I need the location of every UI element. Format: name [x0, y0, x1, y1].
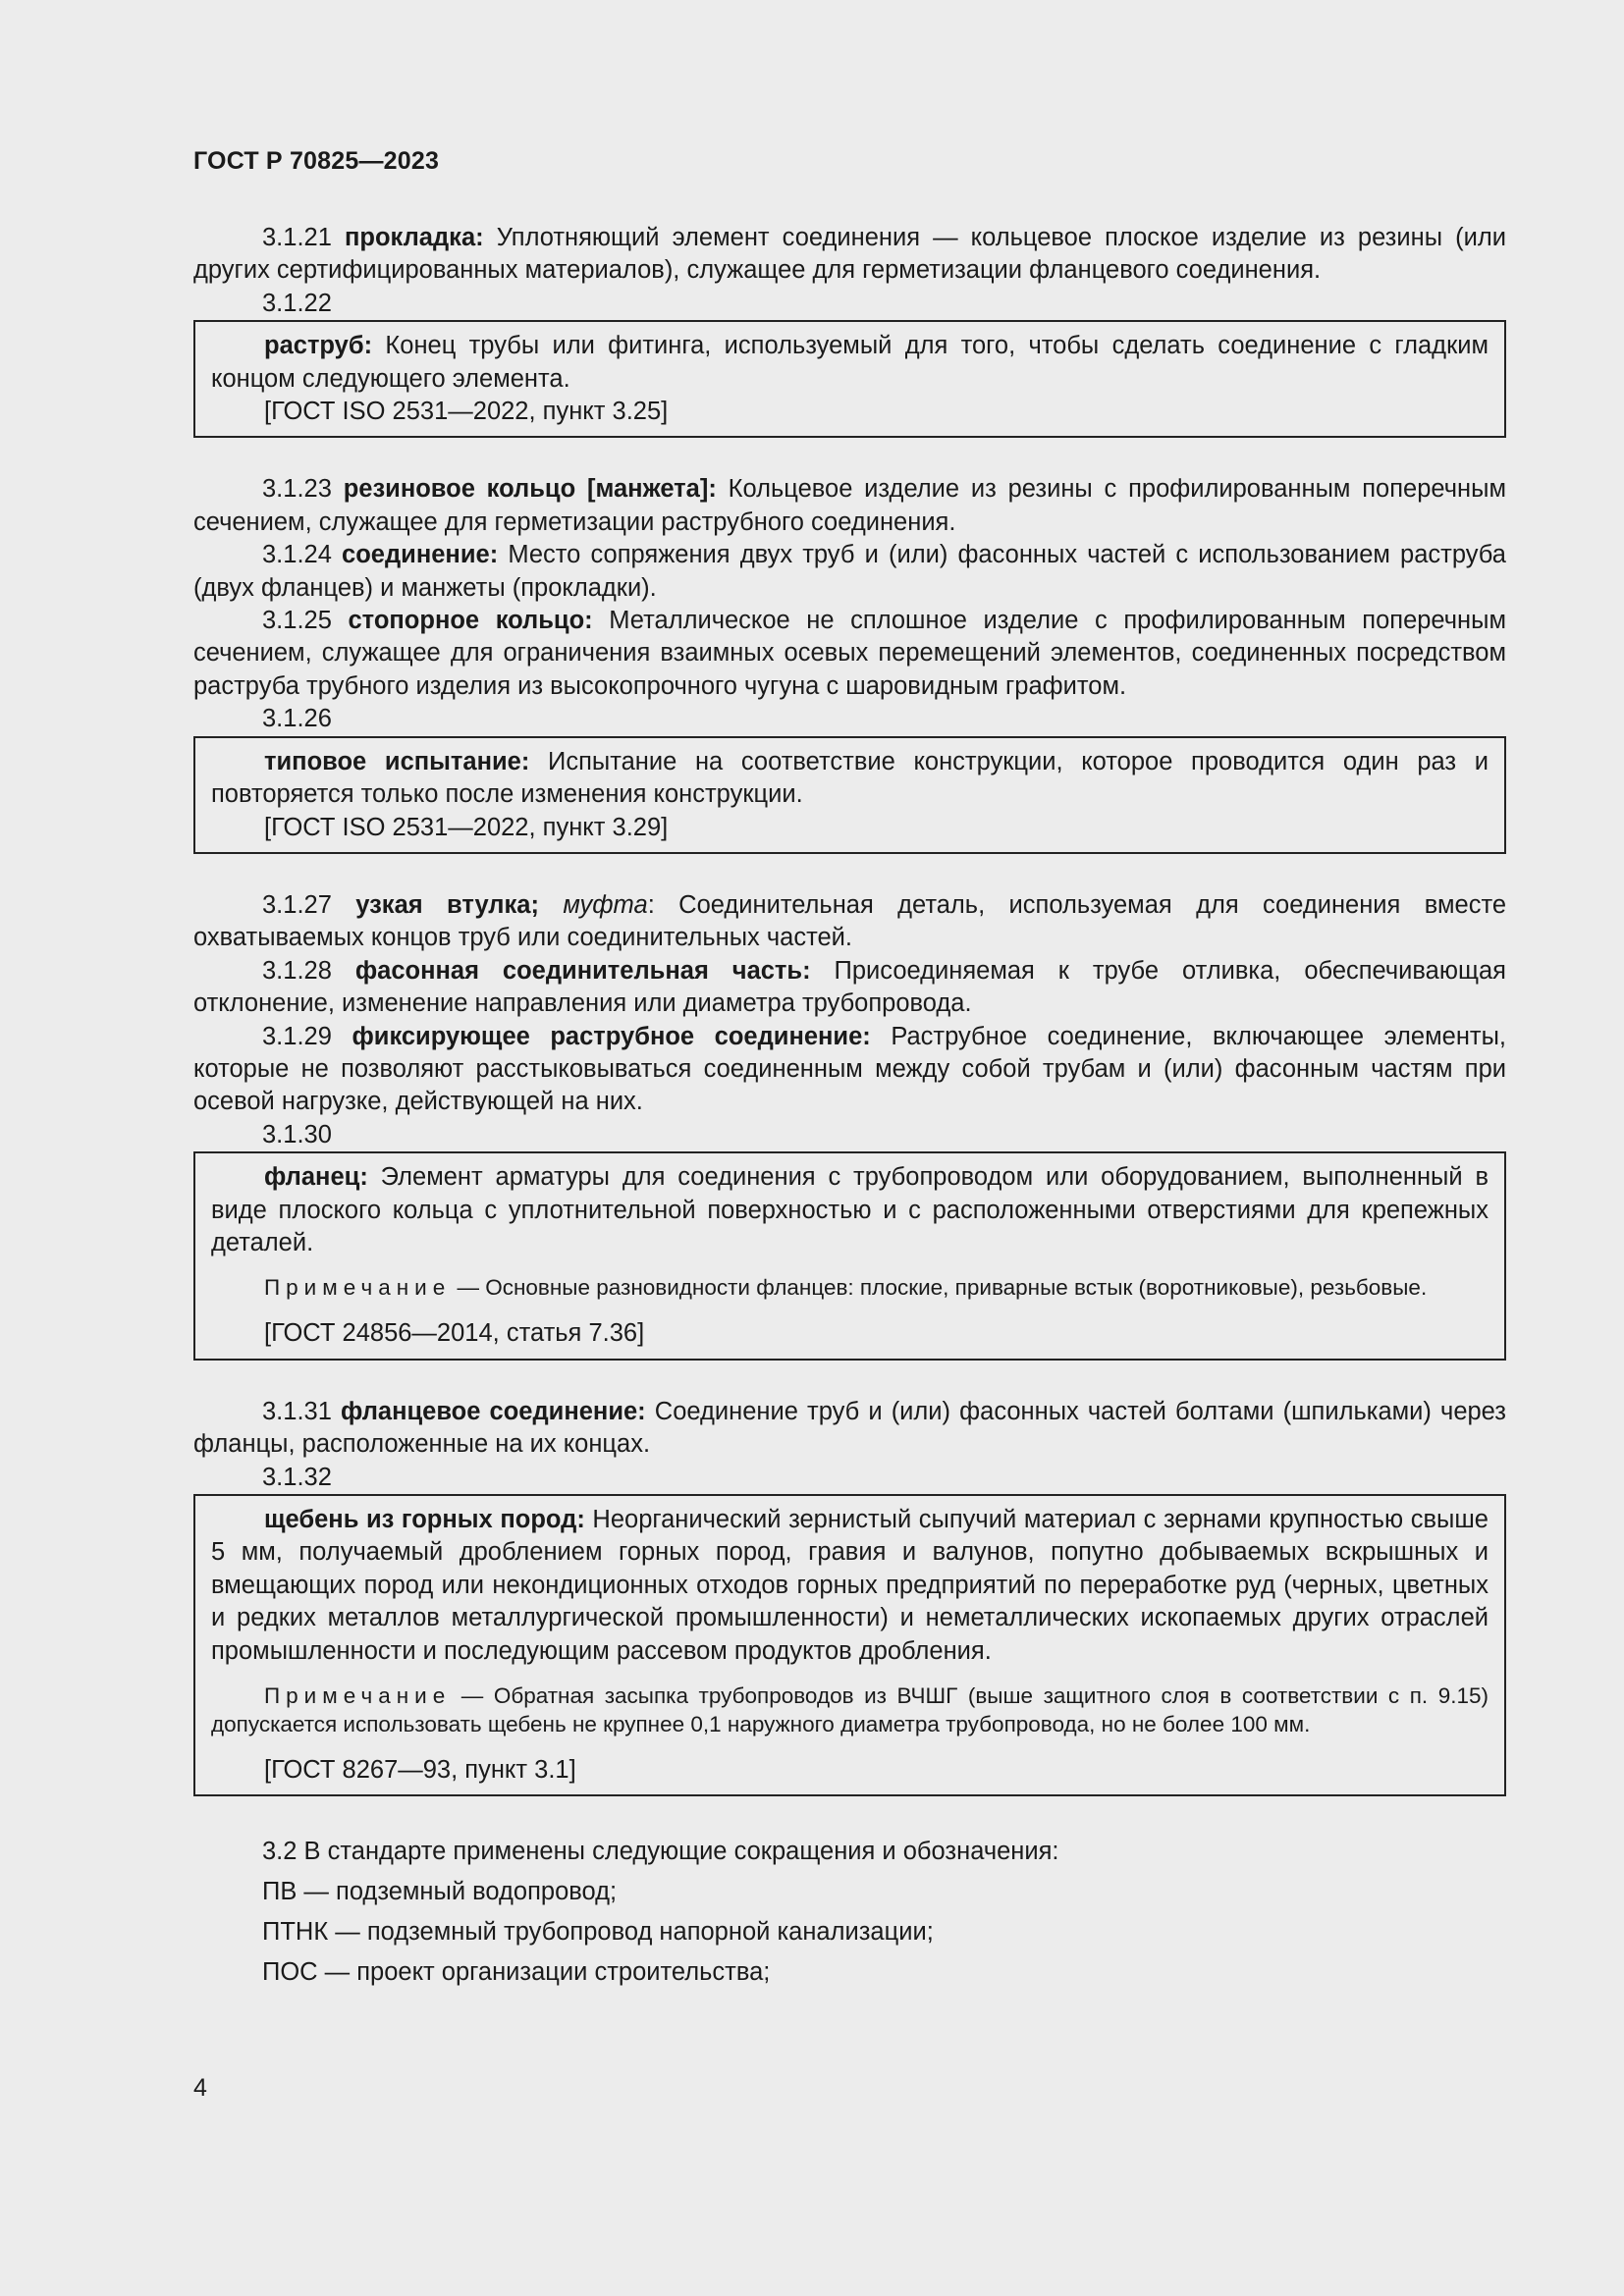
abbreviation-item: ПВ — подземный водопровод; — [262, 1878, 618, 1906]
term-name: стопорное кольцо: — [348, 607, 593, 635]
term-definition: : Соединительная деталь, используемая для соединения вместе охватываемых концов труб или соединительных частей. — [193, 890, 1507, 952]
term-definition: Испытание на соответствие конструкции, которое проводится один раз и повторяется только после изменения конструкции. — [211, 747, 1489, 809]
term-number: 3.1.27 — [262, 890, 332, 919]
note-label: Примечание — [264, 1683, 452, 1709]
term-name: резиновое кольцо [манжета]: — [343, 475, 717, 504]
term-3-1-29 — [193, 1021, 1506, 1119]
term-number: 3.1.31 — [262, 1397, 332, 1425]
term-source: [ГОСТ ISO 2531—2022, пункт 3.29] — [264, 813, 669, 841]
term-name: фланец: — [264, 1163, 368, 1192]
document-header: ГОСТ Р 70825—2023 — [193, 147, 440, 175]
term-3-1-31 — [193, 1396, 1506, 1462]
term-name: фланцевое соединение: — [341, 1397, 646, 1425]
term-note — [211, 1682, 1489, 1738]
term-3-1-32 — [211, 1504, 1489, 1668]
term-3-1-28 — [193, 955, 1506, 1021]
term-box-3-1-30 — [193, 1151, 1506, 1361]
note-text: — Основные разновидности фланцев: плоские, приварные встык (воротниковые), резьбовые. — [451, 1275, 1428, 1301]
term-alternative: муфта — [563, 890, 648, 919]
term-box-3-1-32 — [193, 1494, 1506, 1796]
term-number: 3.1.29 — [262, 1022, 332, 1050]
term-definition: Металлическое не сплошное изделие с профилированным поперечным сечением, служащее для ограничения взаимных осевых перемещений элементов, соединенных посредством раструба трубного изделия из высокопрочного чугуна с шаровидным графитом. — [193, 607, 1506, 700]
term-3-1-26 — [211, 746, 1489, 812]
term-3-1-27 — [193, 889, 1506, 955]
term-number: 3.1.25 — [262, 607, 332, 635]
term-3-1-23 — [193, 473, 1506, 539]
term-source: [ГОСТ ISO 2531—2022, пункт 3.25] — [264, 398, 669, 426]
page-content — [193, 222, 1506, 1993]
term-definition: Конец трубы или фитинга, используемый для того, чтобы сделать соединение с гладким концом следующего элемента. — [211, 332, 1489, 393]
page-number: 4 — [193, 2074, 207, 2102]
term-number: 3.1.24 — [262, 541, 332, 569]
term-source: [ГОСТ 24856—2014, статья 7.36] — [264, 1319, 645, 1348]
term-definition: Элемент арматуры для соединения с трубопроводом или оборудованием, выполненный в виде плоского кольца с уплотнительной поверхностью и с расположенными отверстиями для крепежных деталей. — [211, 1163, 1489, 1256]
term-number: 3.1.30 — [262, 1120, 332, 1148]
term-3-1-30 — [211, 1161, 1489, 1259]
term-name: соединение: — [342, 541, 499, 569]
term-number: 3.1.23 — [262, 475, 332, 504]
note-label: Примечание — [264, 1275, 452, 1301]
term-3-1-22 — [211, 330, 1489, 396]
term-number: 3.1.22 — [262, 289, 332, 317]
note-text: — Обратная засыпка трубопроводов из ВЧШГ (выше защитного слоя в соответствии с п. 9.15) допускается использовать щебень не крупнее 0,1 наружного диаметра трубопровода, но не более 100 мм. — [211, 1683, 1489, 1737]
term-number: 3.1.21 — [262, 224, 332, 251]
term-box-3-1-26 — [193, 736, 1506, 854]
abbreviation-item: ПТНК — подземный трубопровод напорной канализации; — [262, 1918, 934, 1947]
term-name: типовое испытание: — [264, 747, 530, 775]
term-number: 3.1.28 — [262, 956, 332, 985]
term-note — [211, 1273, 1489, 1302]
term-3-1-25 — [193, 605, 1506, 703]
term-box-3-1-22 — [193, 320, 1506, 438]
term-name: фасонная соединительная часть: — [354, 956, 811, 985]
term-3-1-24 — [193, 539, 1506, 605]
term-definition: Соединение труб и (или) фасонных частей болтами (шпильками) через фланцы, расположенные на их концах. — [193, 1397, 1506, 1459]
term-definition: Кольцевое изделие из резины с профилированным поперечным сечением, служащее для герметизации раструбного соединения. — [193, 475, 1506, 536]
term-source: [ГОСТ 8267—93, пункт 3.1] — [264, 1756, 576, 1785]
term-name: фиксирующее раструбное соединение: — [352, 1022, 871, 1050]
term-definition: Раструбное соединение, включающее элементы, которые не позволяют расстыковываться соединенным между собой трубам и (или) фасонным частям при осевой нагрузке, действующей на них. — [193, 1022, 1506, 1116]
term-definition: Место сопряжения двух труб и (или) фасонных частей с использованием раструба (двух фланцев) и манжеты (прокладки). — [193, 541, 1506, 602]
term-definition: Неорганический зернистый сыпучий материал с зернами крупностью свыше 5 мм, получаемый дроблением горных пород, гравия и валунов, попутно добываемых вскрышных и вмещающих пород или некондиционных отходов горных предприятий по переработке руд (черных, цветных и редких металлов металлургической промышленности) и неметаллических ископаемых других отраслей промышленности и последующим рассевом продуктов дробления. — [211, 1506, 1489, 1665]
abbreviation-item: ПОС — проект организации строительства; — [262, 1958, 771, 1987]
term-name: щебень из горных пород: — [264, 1506, 585, 1533]
term-number: 3.1.32 — [262, 1463, 332, 1491]
term-number: 3.1.26 — [262, 705, 332, 733]
term-name: раструб: — [264, 332, 373, 360]
term-name: узкая втулка; — [355, 890, 539, 919]
term-3-1-21 — [193, 222, 1506, 288]
term-definition: Присоединяемая к трубе отливка, обеспечивающая отклонение, изменение направления или диаметра трубопровода. — [193, 956, 1506, 1018]
abbreviations-intro: 3.2 В стандарте применены следующие сокращения и обозначения: — [262, 1838, 1059, 1866]
term-definition: Уплотняющий элемент соединения — кольцевое плоское изделие из резины (или других сертифицированных материалов), служащее для герметизации фланцевого соединения. — [193, 224, 1506, 285]
term-name: прокладка: — [344, 224, 484, 251]
